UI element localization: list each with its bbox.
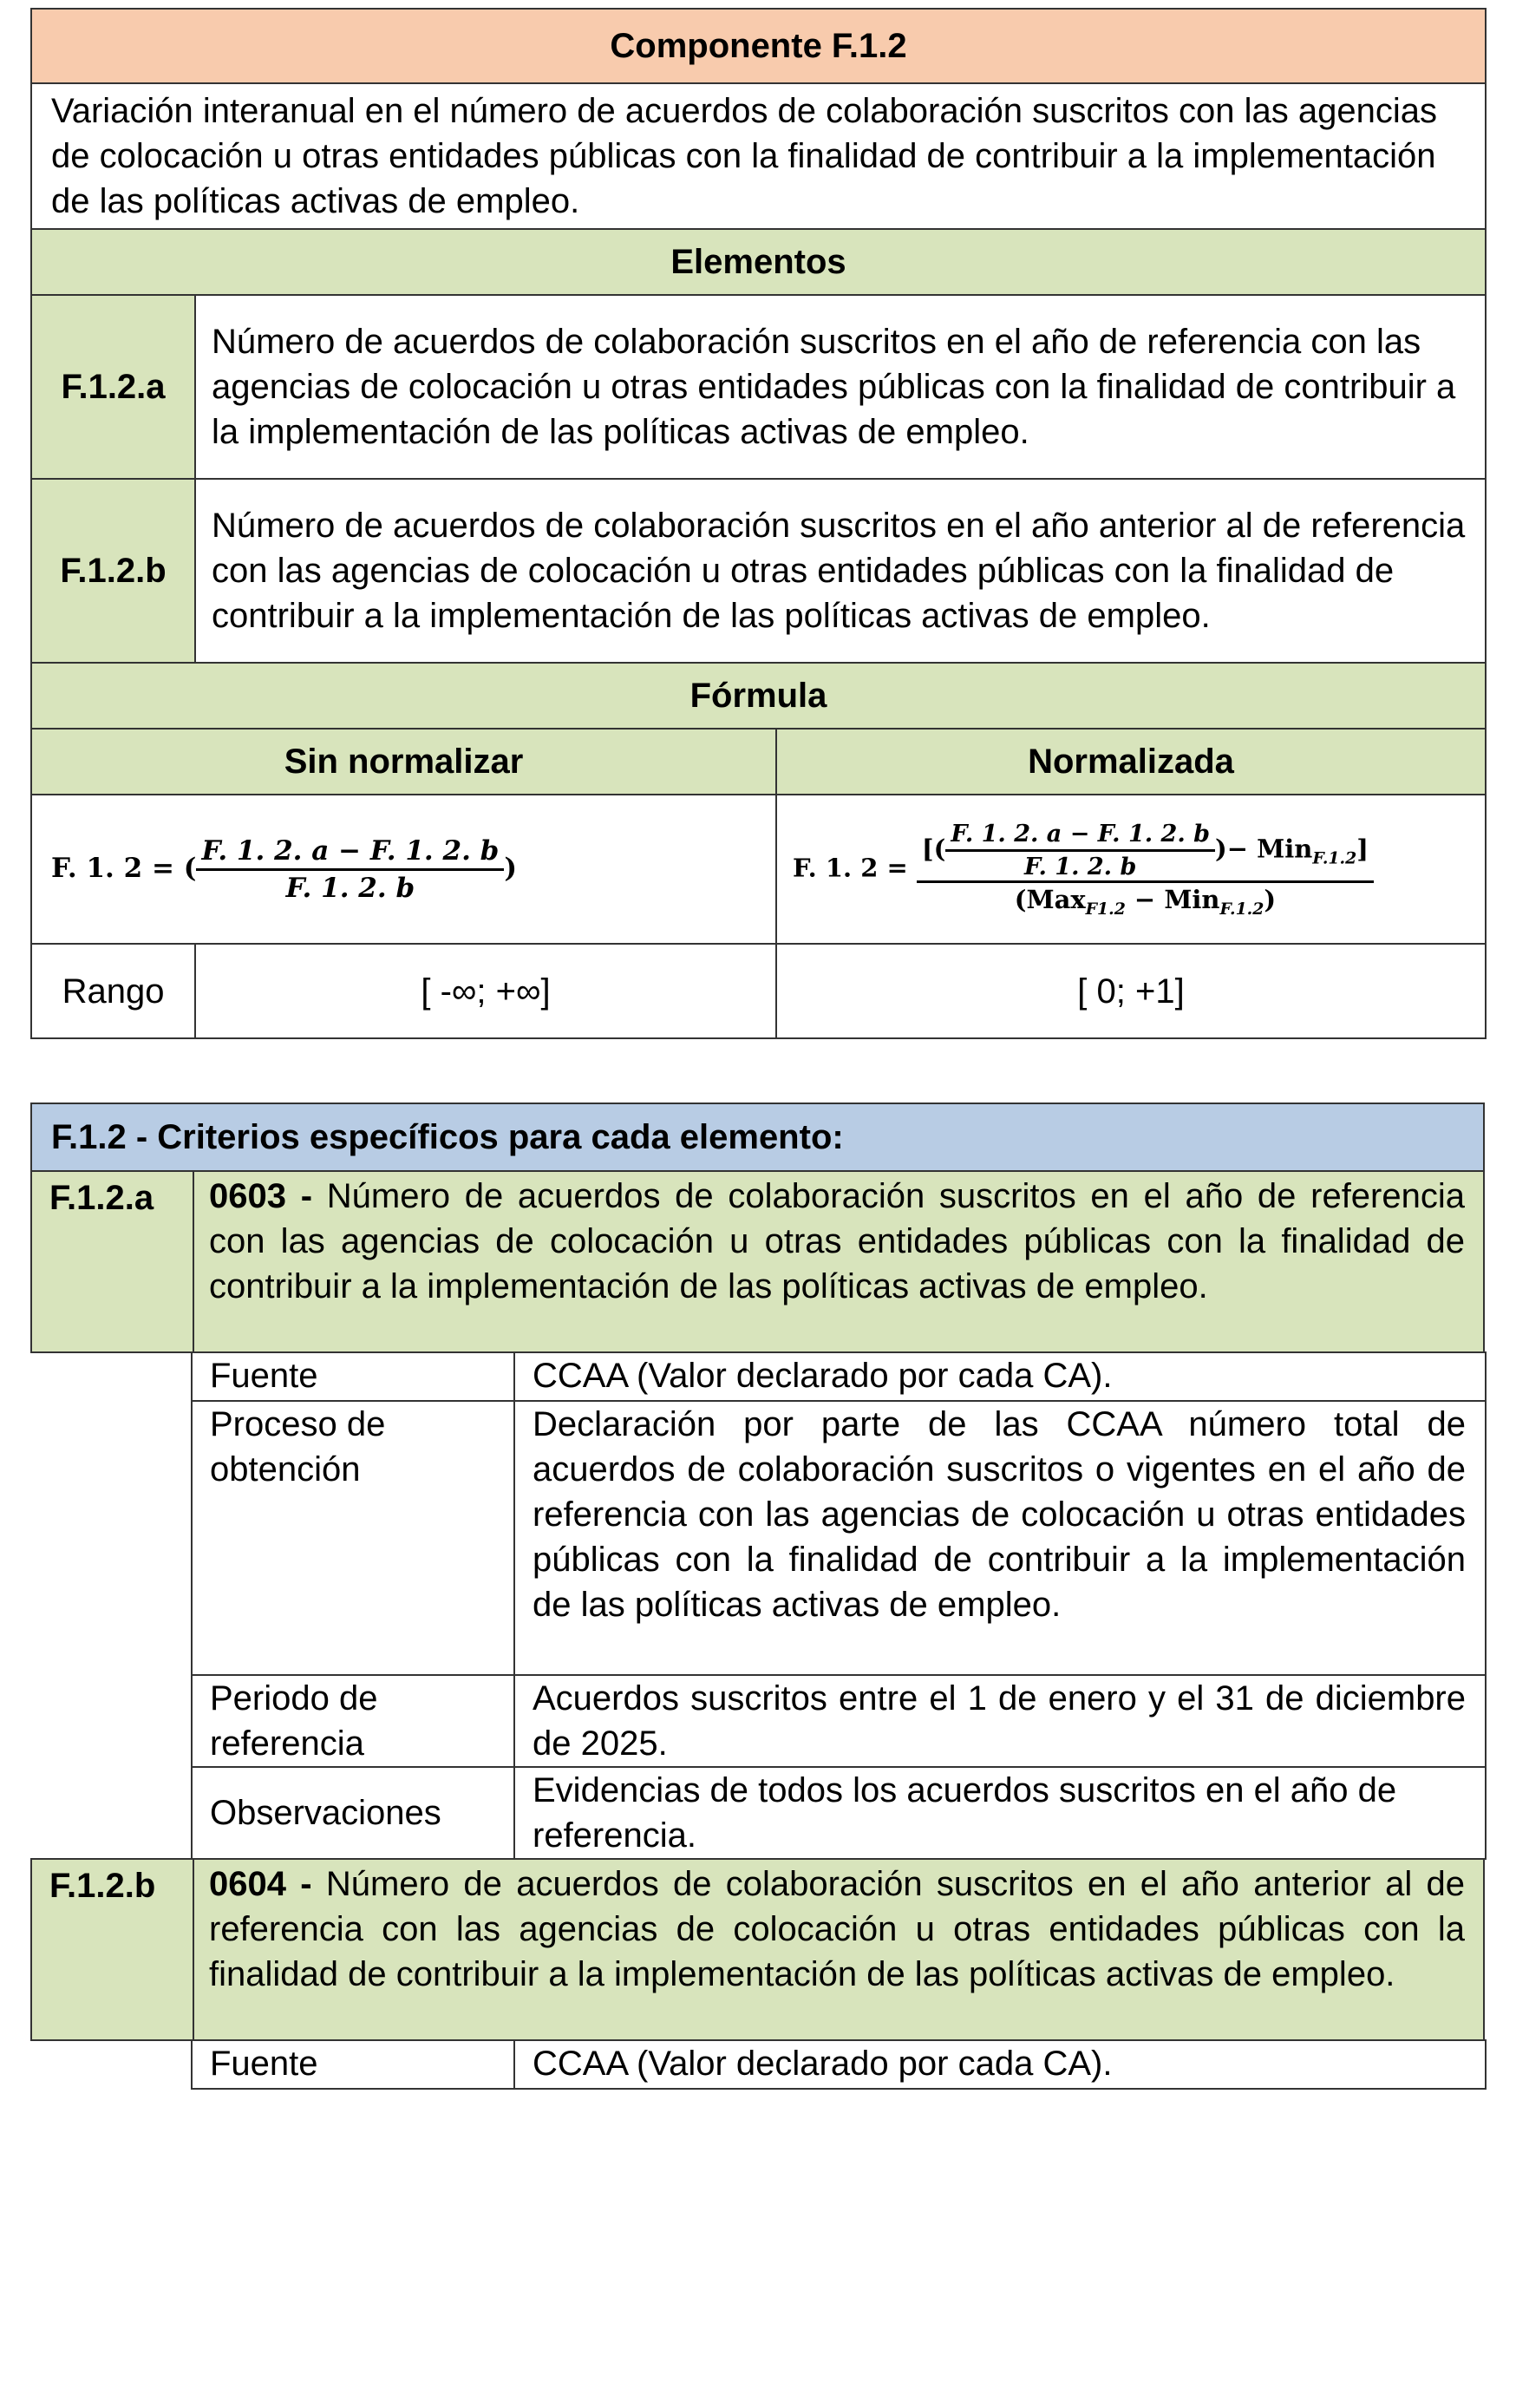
formula-norm-fraction bbox=[917, 821, 1374, 919]
formula-norm-lhs: F. 1. 2 = bbox=[793, 853, 908, 882]
detail-a-label-0: Fuente bbox=[192, 1352, 514, 1401]
criteria-element-b bbox=[30, 1858, 1485, 2041]
detail-a-label-2: Periodo de referencia bbox=[192, 1675, 514, 1767]
element-text-a: Número de acuerdos de colaboración suscritos en el año de referencia con las agencias de colocación u otras entidades públicas con la finalidad de contribuir a la implementación de las políticas activas de empleo. bbox=[195, 295, 1486, 479]
detail-a-value-2: Acuerdos suscritos entre el 1 de enero y el 31 de diciembre de 2025. bbox=[514, 1675, 1486, 1767]
formula-sin-fraction bbox=[196, 835, 504, 904]
criteria-header-text: F.1.2 - Criterios específicos para cada elemento: bbox=[51, 1118, 844, 1156]
formula-normalizada bbox=[776, 795, 1486, 944]
formula-sin-close: ) bbox=[504, 852, 518, 884]
criteria-divider-a bbox=[193, 1172, 194, 1351]
detail-a-label-3: Observaciones bbox=[192, 1767, 514, 1859]
detail-a-value-1: Declaración por parte de las CCAA número total de acuerdos de colaboración suscritos o vigentes en el año de referencia con las agencias de colocación u otras entidades públicas con la finalidad de contribuir a la implementación de las políticas activas de empleo. bbox=[514, 1401, 1486, 1675]
formula-norm-inner-den: F. 1. 2. b bbox=[1024, 853, 1137, 880]
formula-norm-den-open: (Max bbox=[1014, 884, 1086, 914]
formula-norm-max-sub: F1.2 bbox=[1085, 899, 1126, 919]
detail-a-label-1: Proceso de obtención bbox=[192, 1401, 514, 1675]
formula-norm-min-sub: F.1.2 bbox=[1312, 847, 1357, 867]
criteria-detail-a bbox=[191, 1351, 1487, 1860]
component-title: Componente F.1.2 bbox=[31, 9, 1486, 83]
criteria-text-a: Número de acuerdos de colaboración suscritos en el año de referencia con las agencias de colocación u otras entidades públicas con la finalidad de contribuir a la implementación de las políticas activas de empleo. bbox=[209, 1177, 1465, 1305]
criteria-sep-a: - bbox=[285, 1177, 327, 1215]
criteria-detail-b bbox=[191, 2039, 1487, 2090]
formula-norm-den-mid: − Min bbox=[1125, 884, 1220, 914]
element-code-b: F.1.2.b bbox=[31, 479, 195, 663]
criteria-divider-b bbox=[193, 1860, 194, 2039]
formula-norm-denominator bbox=[917, 883, 1374, 919]
formula-norm-numerator bbox=[917, 821, 1374, 883]
formula-sin-normalizar bbox=[31, 795, 776, 944]
detail-a-value-3: Evidencias de todos los acuerdos suscritos en el año de referencia. bbox=[514, 1767, 1486, 1859]
formula-norm-inner-close: )− Min bbox=[1215, 834, 1313, 864]
range-label: Rango bbox=[31, 944, 195, 1038]
formula-norm-den-min-sub: F.1.2 bbox=[1219, 899, 1264, 919]
formula-sin-denominator: F. 1. 2. b bbox=[285, 872, 415, 904]
formula-sin-numerator: F. 1. 2. a − F. 1. 2. b bbox=[196, 835, 504, 871]
criteria-sep-b: - bbox=[285, 1865, 326, 1903]
detail-a-value-0: CCAA (Valor declarado por cada CA). bbox=[514, 1352, 1486, 1401]
criteria-element-a bbox=[30, 1170, 1485, 1353]
formula-norm-close: ] bbox=[1356, 834, 1369, 864]
component-table bbox=[30, 8, 1487, 1039]
element-code-a: F.1.2.a bbox=[31, 295, 195, 479]
formula-norm-open: [( bbox=[921, 834, 946, 864]
element-text-b: Número de acuerdos de colaboración suscritos en el año anterior al de referencia con las agencias de colocación u otras entidades públicas con la finalidad de contribuir a la implementación de las políticas activas de empleo. bbox=[195, 479, 1486, 663]
formula-norm-inner-fraction bbox=[945, 821, 1215, 880]
component-description: Variación interanual en el número de acuerdos de colaboración suscritos con las agencias de colocación u otras entidades públicas con la finalidad de contribuir a la implementación de las políticas activas de empleo. bbox=[31, 83, 1486, 229]
formula-header: Fórmula bbox=[31, 663, 1486, 729]
range-normalizada: [ 0; +1] bbox=[776, 944, 1486, 1038]
criteria-id-b: 0604 bbox=[209, 1865, 286, 1903]
formula-sin-lhs: F. 1. 2 = ( bbox=[51, 852, 197, 884]
formula-norm-inner-num: F. 1. 2. a − F. 1. 2. b bbox=[945, 821, 1215, 852]
range-sin-normalizar: [ -∞; +∞] bbox=[195, 944, 776, 1038]
detail-b-value-0: CCAA (Valor declarado por cada CA). bbox=[514, 2040, 1486, 2089]
detail-b-label-0: Fuente bbox=[192, 2040, 514, 2089]
criteria-text-b: Número de acuerdos de colaboración suscritos en el año anterior al de referencia con las agencias de colocación u otras entidades públicas con la finalidad de contribuir a la implementación de las políticas activas de empleo. bbox=[209, 1865, 1466, 1993]
criteria-code-b: F.1.2.b bbox=[49, 1867, 156, 1905]
criteria-header bbox=[30, 1103, 1485, 1172]
criteria-desc-a bbox=[209, 1174, 1465, 1309]
criteria-code-a: F.1.2.a bbox=[49, 1179, 154, 1217]
sin-normalizar-header: Sin normalizar bbox=[31, 729, 776, 795]
elements-header: Elementos bbox=[31, 229, 1486, 295]
criteria-id-a: 0603 bbox=[209, 1177, 286, 1215]
criteria-desc-b bbox=[209, 1862, 1465, 1997]
formula-norm-den-close: ) bbox=[1264, 884, 1277, 914]
normalizada-header: Normalizada bbox=[776, 729, 1486, 795]
